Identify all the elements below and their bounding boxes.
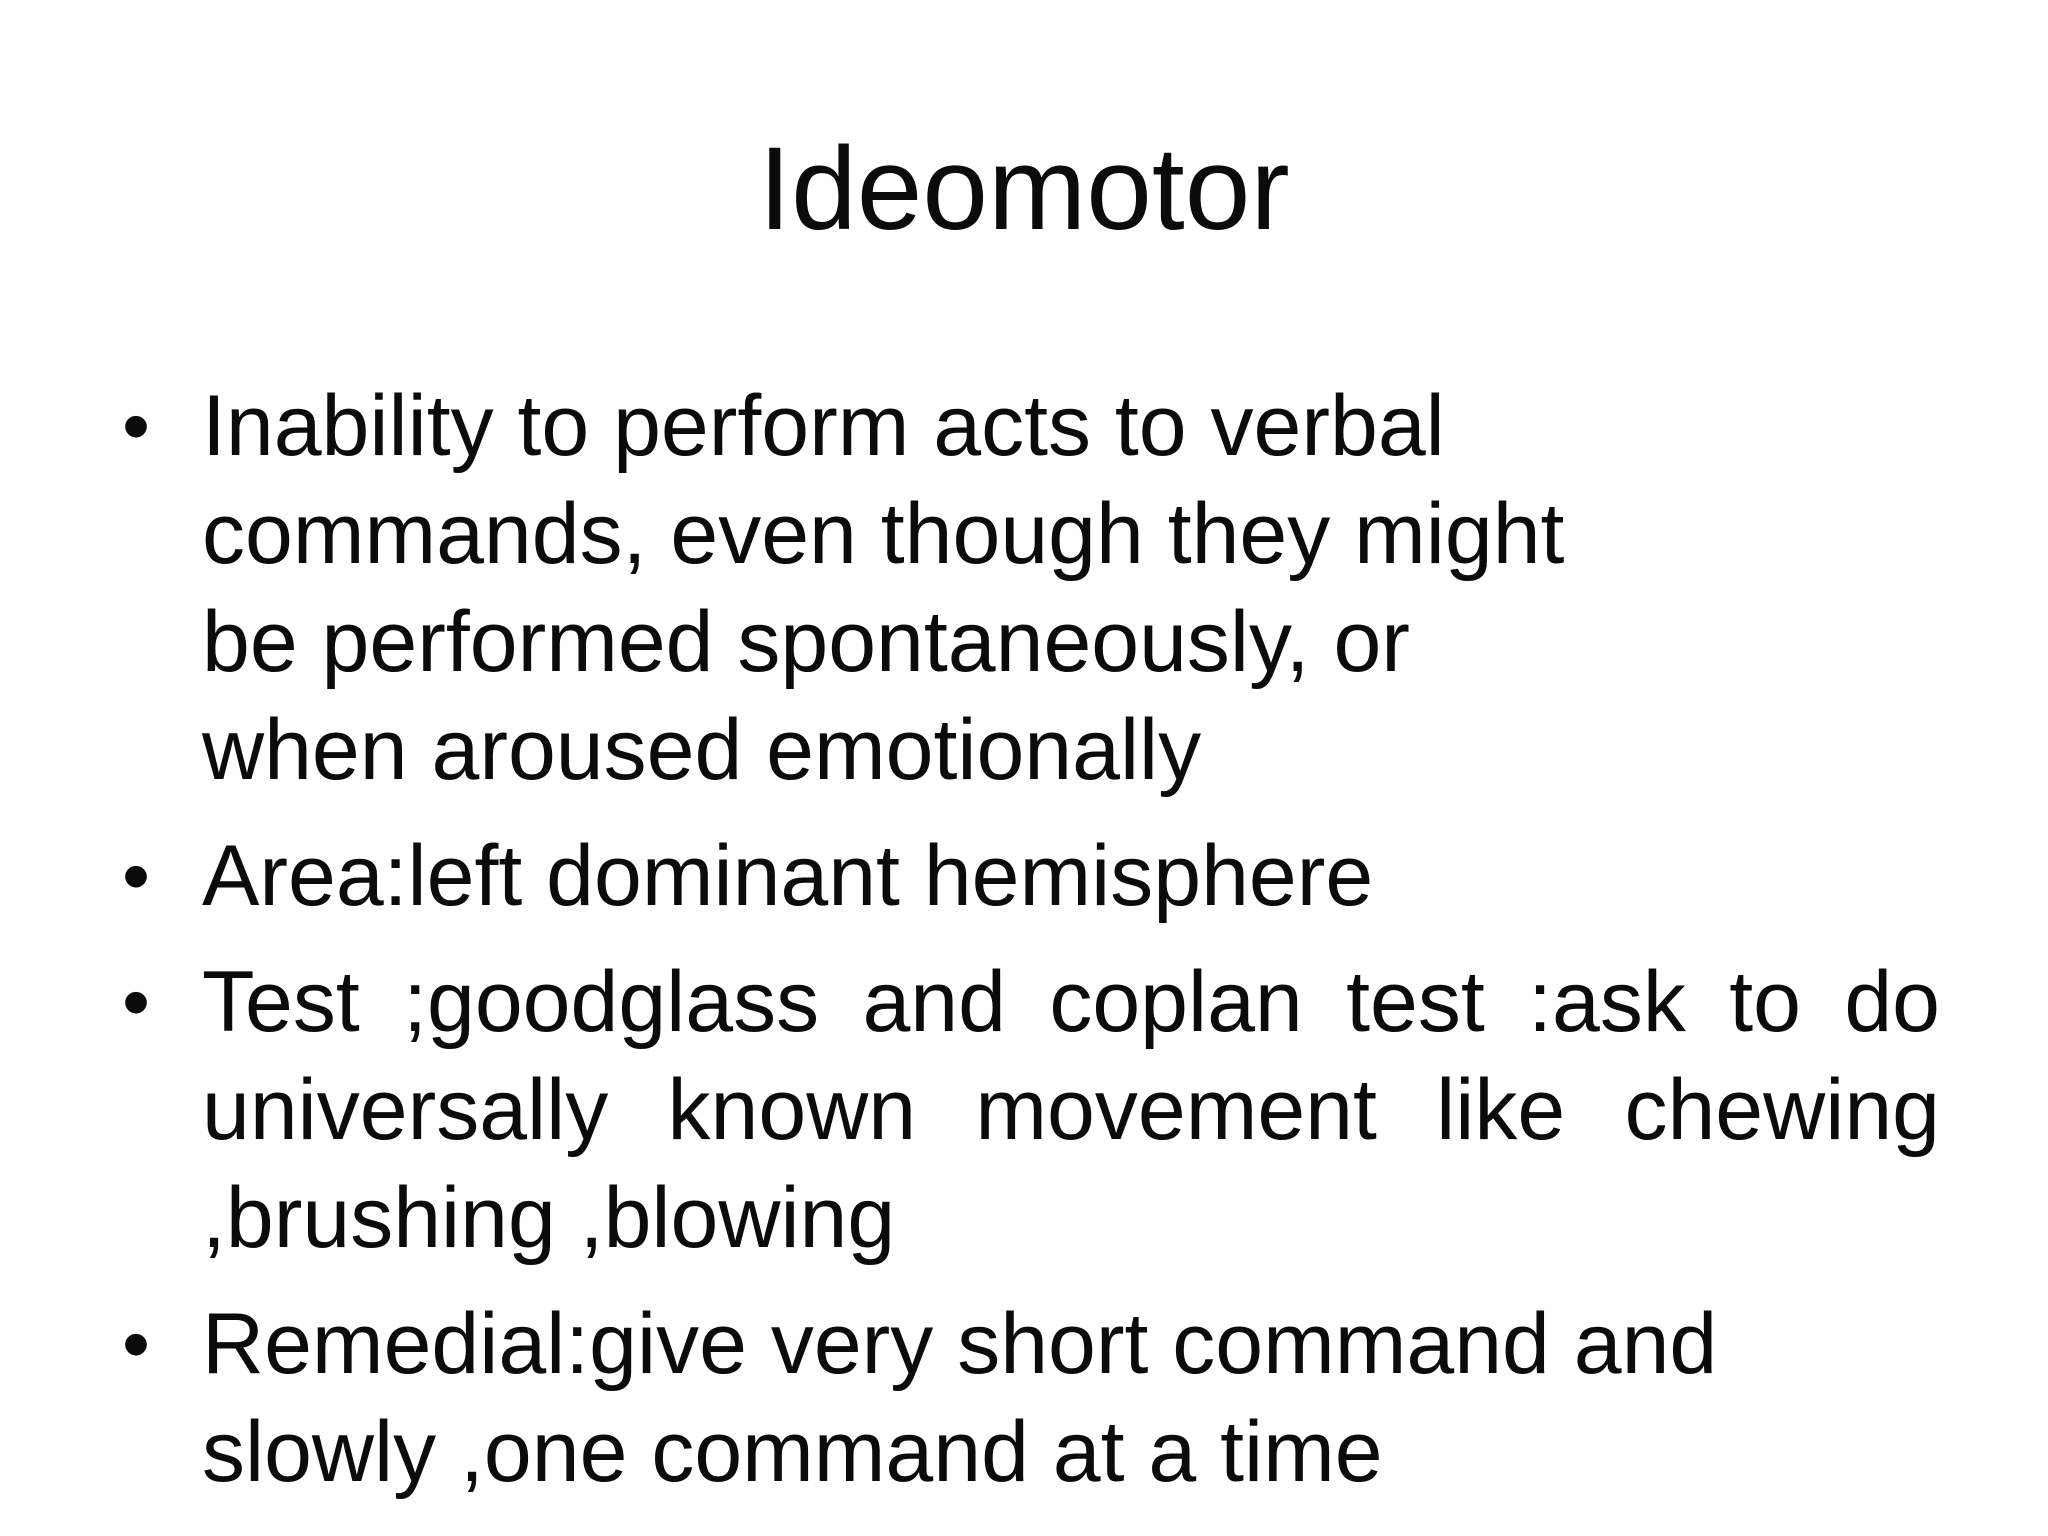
bullet-item-area [120, 822, 1940, 930]
bullet-list [120, 372, 1940, 1524]
bullet-dot-icon: • [122, 957, 151, 1046]
bullet-item-definition [120, 372, 1622, 804]
bullet-text: Test ;goodglass and coplan test :ask to do universally known movement like chewing ,brushing ,blowing [202, 954, 1940, 1266]
bullet-text: Inability to perform acts to verbal commands, even though they might be performed spontaneously, or when aroused emotionally [202, 378, 1565, 798]
bullet-text: Remedial:give very short command and slowly ,one command at a time [202, 1296, 1718, 1500]
slide-title: Ideomotor [758, 123, 1290, 255]
bullet-dot-icon: • [122, 1299, 151, 1388]
bullet-dot-icon: • [122, 831, 151, 920]
bullet-item-remedial [120, 1290, 1940, 1506]
bullet-item-test [120, 948, 1940, 1272]
bullet-text: Area:left dominant hemisphere [202, 828, 1374, 924]
bullet-dot-icon: • [122, 381, 151, 470]
